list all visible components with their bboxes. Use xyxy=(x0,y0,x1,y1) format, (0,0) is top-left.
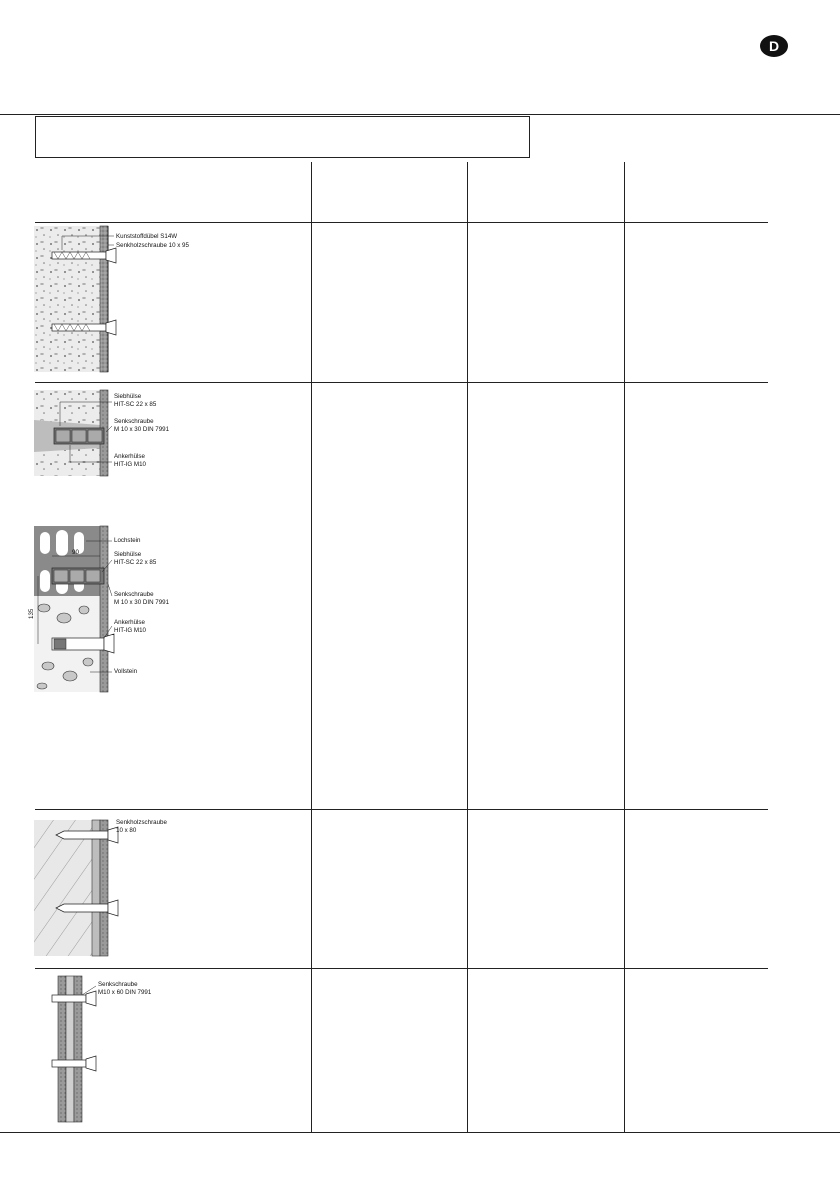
svg-text:Senkschraube: Senkschraube xyxy=(114,418,154,425)
svg-text:M10 x 60 DIN 7991: M10 x 60 DIN 7991 xyxy=(98,989,152,996)
svg-text:Senkschraube: Senkschraube xyxy=(114,591,154,598)
language-badge-d: D xyxy=(760,35,788,57)
svg-text:HIT-SC 22 x 85: HIT-SC 22 x 85 xyxy=(114,401,157,408)
row-divider-header xyxy=(35,222,768,223)
svg-text:HIT-IG M10: HIT-IG M10 xyxy=(114,627,146,634)
figure-hollow-and-solid-brick xyxy=(30,526,215,696)
svg-text:HIT-IG M10: HIT-IG M10 xyxy=(114,461,146,468)
figure-through-bolt xyxy=(52,976,212,1126)
row-divider-3 xyxy=(35,968,768,969)
svg-text:Siebhülse: Siebhülse xyxy=(114,393,142,400)
row-divider-2 xyxy=(35,809,768,810)
svg-text:M 10 x 30 DIN 7991: M 10 x 30 DIN 7991 xyxy=(114,599,170,606)
svg-text:Lochstein: Lochstein xyxy=(114,537,141,544)
svg-text:HIT-SC 22 x 85: HIT-SC 22 x 85 xyxy=(114,559,157,566)
dim-135: 135 xyxy=(28,608,35,619)
title-box xyxy=(35,116,530,158)
column-divider-1 xyxy=(311,162,312,1132)
figure-solid-brick-anchor xyxy=(34,390,214,482)
column-divider-3 xyxy=(624,162,625,1132)
svg-text:Senkholzschraube: Senkholzschraube xyxy=(116,819,167,826)
svg-text:10 x 80: 10 x 80 xyxy=(116,827,137,834)
svg-text:Vollstein: Vollstein xyxy=(114,668,138,675)
bottom-rule xyxy=(0,1132,840,1133)
column-divider-2 xyxy=(467,162,468,1132)
dim-90: 90 xyxy=(72,549,79,556)
figure-timber-screws xyxy=(34,816,214,960)
row-divider-1 xyxy=(35,382,768,383)
svg-text:Ankerhülse: Ankerhülse xyxy=(114,619,145,626)
label-screw: Senkholzschraube 10 x 95 xyxy=(116,242,189,249)
header-rule xyxy=(0,114,840,115)
svg-text:Senkschraube: Senkschraube xyxy=(98,981,138,988)
svg-text:Siebhülse: Siebhülse xyxy=(114,551,142,558)
svg-text:Ankerhülse: Ankerhülse xyxy=(114,453,145,460)
svg-text:M 10 x 30 DIN 7991: M 10 x 30 DIN 7991 xyxy=(114,426,170,433)
figure-concrete-dowel xyxy=(34,226,214,376)
label-dowel: Kunststoffdübel S14W xyxy=(116,233,178,240)
